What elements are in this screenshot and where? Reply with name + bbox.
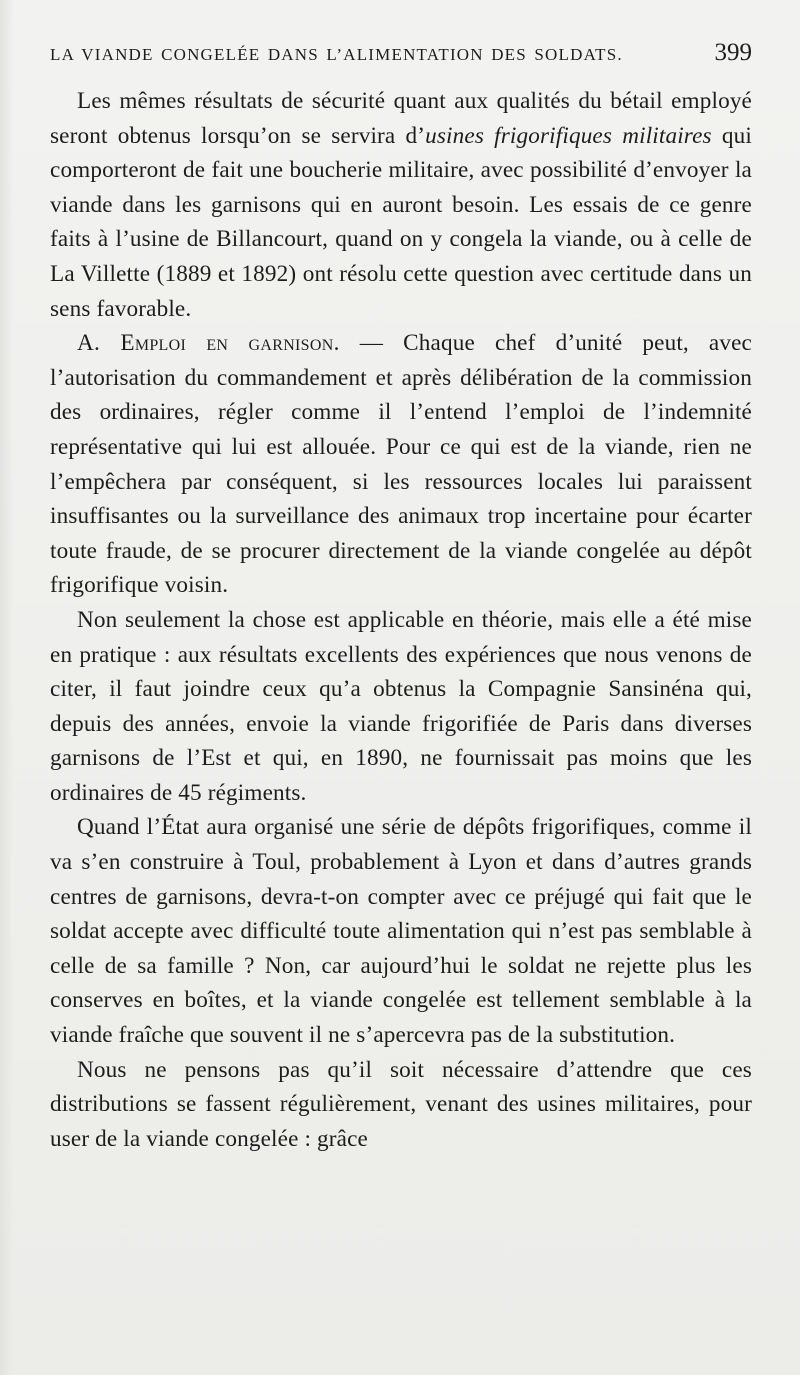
page-number: 399 [714,39,752,66]
running-title: LA VIANDE CONGELÉE DANS L’ALIMENTATION DES SOLDATS. [50,45,623,64]
running-header [50,39,752,71]
paragraph-1-text-end: qui comporteront de fait une boucherie militaire, avec possibilité d’envoyer la viande dans les garnisons qui en auront besoin. Les essais de ce genre faits à l’usine de Billancourt, quand on y congela la viande, ou à celle de La Villette (1889 et 1892) ont résolu cette question avec certitude dans un sens favorable. [50,122,752,322]
paragraph-1-text-start: Les mêmes résultats de sécurité quant aux qualités du bétail employé seront obtenus lorsqu’on se servira d’ [50,88,752,149]
page-edge-shadow [0,0,14,1375]
paragraph-5: Nous ne pensons pas qu’il soit nécessaire d’attendre que ces distributions se fassent régulièrement, venant des usines militaires, pour user de la viande congelée : grâce [50,1056,752,1152]
page-body [50,84,752,1156]
section-heading-emploi-en-garnison: A. Emploi en garnison. [77,330,340,357]
paragraph-2 [50,326,752,603]
paragraph-1 [50,84,752,326]
paragraph-4: Quand l’État aura organisé une série de dépôts frigorifiques, comme il va s’en construire à Toul, probablement à Lyon et dans d’autres grands centres de garnisons, devra-t-on compter avec ce préjugé qui fait que le soldat accepte avec difficulté toute alimentation qui n’est pas semblable à celle de sa famille ? Non, car aujourd’hui le soldat ne rejette plus les conserves en boîtes, et la viande congelée est tellement semblable à la viande fraîche que souvent il ne s’apercevra pas de la substitution. [50,814,752,1049]
paragraph-3: Non seulement la chose est applicable en théorie, mais elle a été mise en pratique : aux résultats excellents des expériences que nous venons de citer, il faut joindre ceux qu’a obtenus la Compagnie Sansinéna qui, depuis des années, envoie la viande frigorifiée de Paris dans diverses garnisons de l’Est et qui, en 1890, ne fournissait pas moins que les ordinaires de 45 régiments. [50,606,752,806]
paragraph-1-italic-term: usines frigorifiques militaires [425,122,712,149]
paragraph-2-text: — Chaque chef d’unité peut, avec l’autorisation du commandement et après délibération de la commission des ordinaires, régler comme il l’entend l’emploi de l’indemnité représentative qui lui est allouée. Pour ce qui est de la viande, rien ne l’empêchera par conséquent, si les ressources locales lui paraissent insuffisantes ou la surveillance des animaux trop incertaine pour écarter toute fraude, de se procurer directement de la viande congelée au dépôt frigorifique voisin. [50,330,753,599]
